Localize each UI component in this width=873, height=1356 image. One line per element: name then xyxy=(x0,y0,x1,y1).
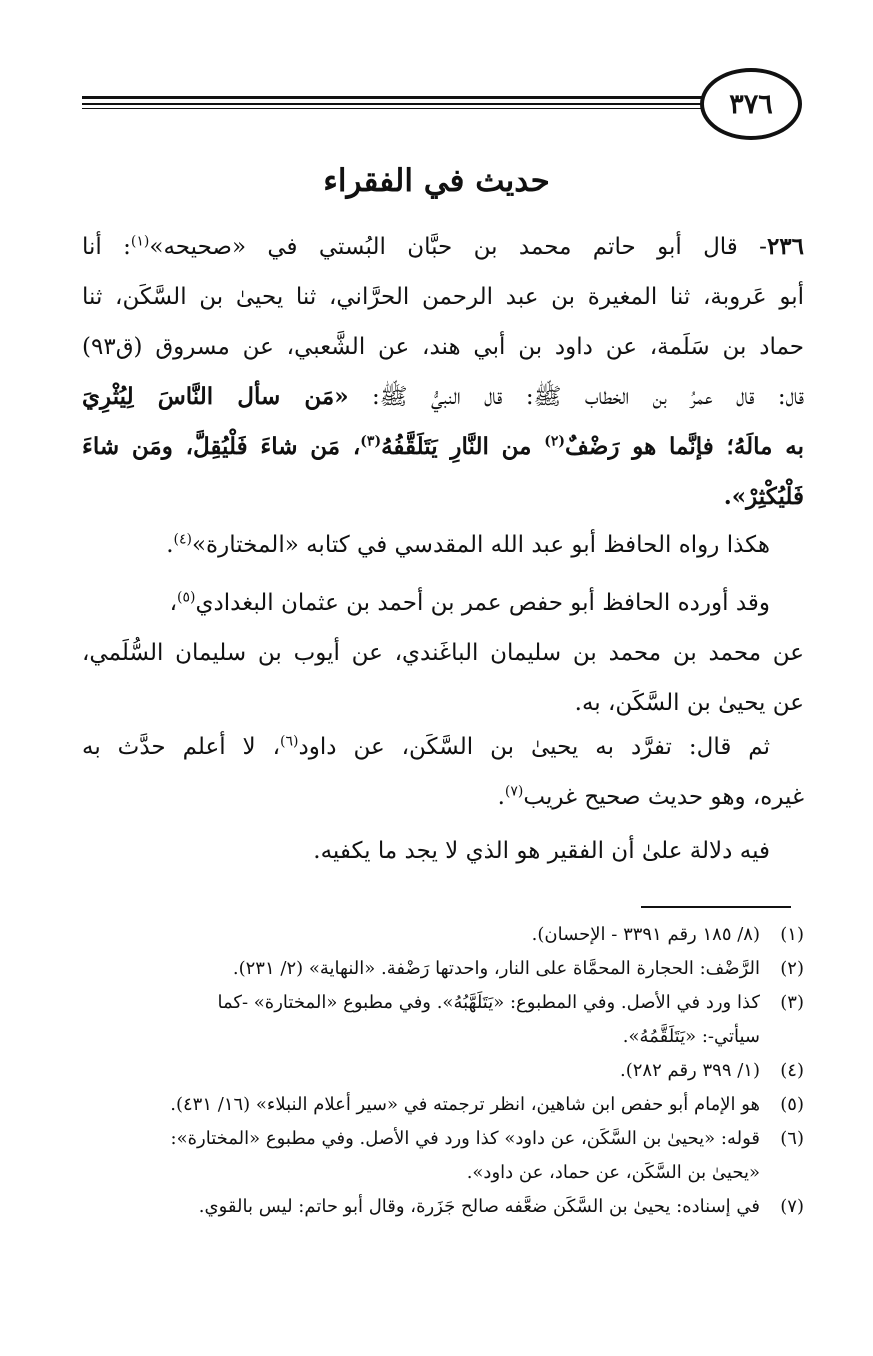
footnote-text: هو الإمام أبو حفص ابن شاهين، انظر ترجمته في «سير أعلام النبلاء» (١٦/ ٤٣١). xyxy=(170,1094,760,1115)
paragraph1-line5: به مالَهُ؛ فإنَّما هو رَضْفٌ$^{(٢)}$ من النَّارِ يَتَلَقَّفُهُ$^{(٣)}$، مَن شاءَ فَلْيُقِلَّ، ومَن شاءَ xyxy=(82,433,804,460)
paragraph1-line4: قال: قال عمرُ بن الخطاب ﷺ: قال النبيُّ ﷺ: «مَن سأل النَّاسَ لِيُثْرِيَ xyxy=(82,383,804,410)
footnote-text: قوله: «يحيىٰ بن السَّكَن، عن داود» كذا ورد في الأصل. وفي مطبوع «المختارة»: xyxy=(170,1128,760,1149)
paragraph-4: ثم قال: تفرَّد به يحيىٰ بن السَّكَن، عن داود$^{(٦)}$، لا أعلم حدَّث به غيره، وهو حديث صحيح غريب$^{(٧)}$. xyxy=(82,733,804,810)
header-rule-thin xyxy=(82,108,786,109)
paragraph-2: هكذا رواه الحافظ أبو عبد الله المقدسي في كتابه «المختارة»$^{(٤)}$. xyxy=(166,531,770,558)
footnote-text: في إسناده: يحيىٰ بن السَّكَن ضعَّفه صالح جَزَرة، وقال أبو حاتم: ليس بالقوي. xyxy=(198,1196,760,1217)
footnotes-separator xyxy=(641,906,791,908)
header-rule-thick xyxy=(82,96,786,99)
footnote-number: (٢) xyxy=(780,958,804,979)
paragraph3-line2: عن محمد بن محمد بن سليمان الباغَندي، عن أيوب بن سليمان السُّلَمي، xyxy=(82,640,804,666)
footnote-3 xyxy=(70,986,804,1020)
footnote-number: (٣) xyxy=(780,992,804,1013)
footnote-number: (١) xyxy=(780,924,804,945)
footnote-3-continuation: سيأتي-: «يَتَلَقَّمُهُ». xyxy=(622,1026,760,1047)
footnote-ref: (٧) xyxy=(504,783,524,800)
footnote-ref: (٢) xyxy=(544,433,566,450)
footnotes xyxy=(70,918,804,1224)
footnote-number: (٦) xyxy=(780,1128,804,1149)
footnote-text: كذا ورد في الأصل. وفي المطبوع: «يَتَلَهَّبُهُ». وفي مطبوع «المختارة» -كما xyxy=(217,992,760,1013)
paragraph-3: وقد أورده الحافظ أبو حفص عمر بن أحمد بن عثمان البغدادي$^{(٥)}$، عن محمد بن محمد بن سليمان الباغَندي، عن أيوب بن سليمان السُّلَمي، عن يحيىٰ بن السَّكَن، به. xyxy=(82,578,804,728)
paragraph1-line6: فَلْيُكْثِرْ». xyxy=(723,483,804,510)
footnote-1 xyxy=(70,918,804,952)
page-number: ٣٧٦ xyxy=(729,88,773,120)
footnote-ref: (٥) xyxy=(177,589,196,606)
footnote-4 xyxy=(70,1054,804,1088)
footnote-7 xyxy=(70,1190,804,1224)
paragraph1-line3: حماد بن سَلَمة، عن داود بن أبي هند، عن الشَّعبي، عن مسروق (ق٩٣) xyxy=(82,334,804,360)
footnote-number: (٥) xyxy=(780,1094,804,1115)
footnote-text: الرَّضْف: الحجارة المحمَّاة على النار، واحدتها رَضْفة. «النهاية» (٢/ ٢٣١). xyxy=(232,958,760,979)
section-title: حديث في الفقراء xyxy=(323,163,550,199)
footnote-6 xyxy=(70,1122,804,1156)
footnote-number: (٤) xyxy=(780,1060,804,1081)
footnote-5 xyxy=(70,1088,804,1122)
footnote-number: (٧) xyxy=(780,1196,804,1217)
hadith-text: «مَن سأل النَّاسَ لِيُثْرِيَ xyxy=(82,383,349,410)
footnote-2 xyxy=(70,952,804,986)
hadith-number: ٢٣٦ xyxy=(766,233,804,260)
footnote-text: (٨/ ١٨٥ رقم ٣٣٩١ - الإحسان). xyxy=(531,924,760,945)
paragraph1-line2: أبو عَروبة، ثنا المغيرة بن عبد الرحمن الحرَّاني، ثنا يحيىٰ بن السَّكَن، ثنا xyxy=(82,284,804,310)
header-rule-middle xyxy=(82,103,786,105)
paragraph1-line1: ٢٣٦- قال أبو حاتم محمد بن حبَّان البُستي في «صحيحه»$^{(١)}$: أنا xyxy=(82,233,804,260)
footnote-6-continuation: «يحيىٰ بن السَّكَن، عن حماد، عن داود». xyxy=(466,1162,760,1183)
paragraph3-line3: عن يحيىٰ بن السَّكَن، به. xyxy=(574,690,804,716)
footnote-ref: (١) xyxy=(130,233,150,250)
page-number-badge xyxy=(700,68,802,140)
paragraph-5: فيه دلالة علىٰ أن الفقير هو الذي لا يجد ما يكفيه. xyxy=(313,838,770,864)
footnote-ref: (٣) xyxy=(360,433,382,450)
hadith-paragraph xyxy=(82,222,804,522)
footnote-text: (١/ ٣٩٩ رقم ٢٨٢). xyxy=(619,1060,760,1081)
footnote-ref: (٤) xyxy=(173,531,192,548)
footnote-ref: (٦) xyxy=(280,733,299,750)
